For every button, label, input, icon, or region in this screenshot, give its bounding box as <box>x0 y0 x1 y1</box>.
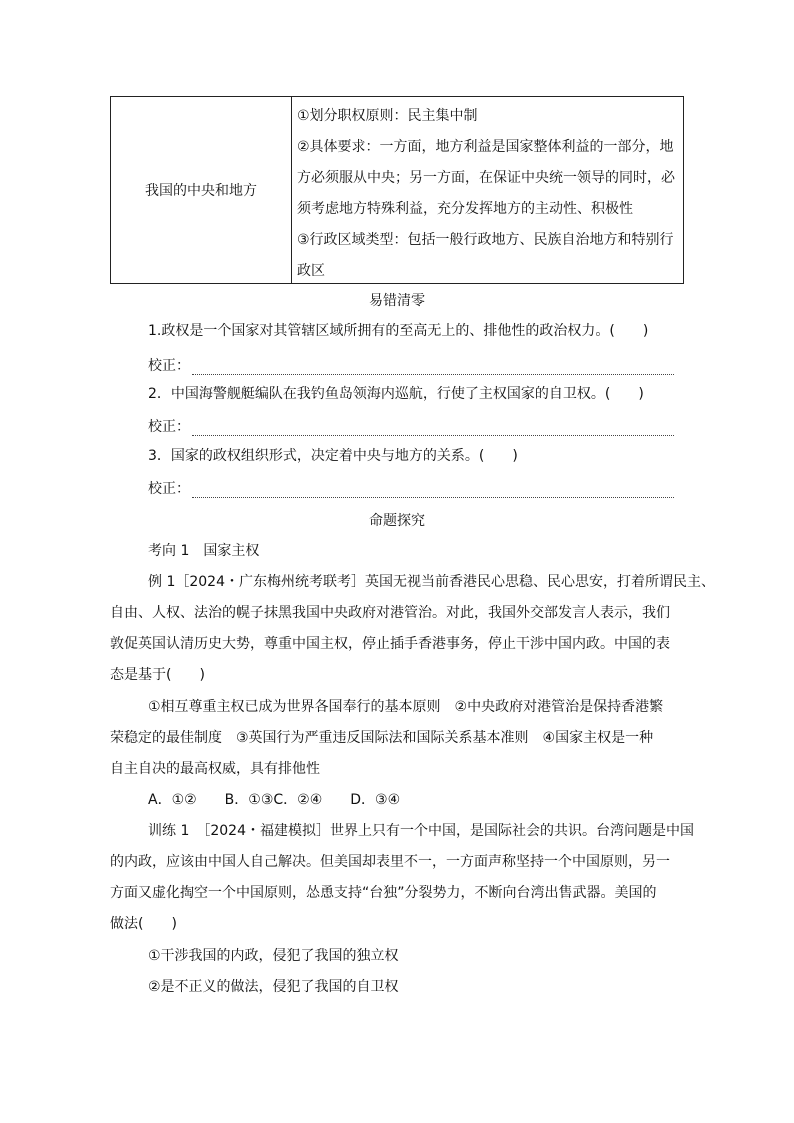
statement-line: 荣稳定的最佳制度 ③英国行为严重违反国际法和国际关系基本准则 ④国家主权是一种 <box>110 730 654 746</box>
correction-row-3 <box>148 478 674 498</box>
error-item-1: 1.政权是一个国家对其管辖区域所拥有的至高无上的、排他性的政治权力。( ) <box>148 323 649 339</box>
training-line: 方面又虚化掏空一个中国原则，怂恿支持“台独”分裂势力，不断向台湾出售武器。美国的 <box>110 885 657 901</box>
error-item-2: 2．中国海警舰艇编队在我钓鱼岛领海内巡航，行使了主权国家的自卫权。( ) <box>148 386 644 402</box>
table-line: ③行政区域类型：包括一般行政地方、民族自治地方和特别行 <box>297 232 674 248</box>
table-left-cell <box>111 97 292 283</box>
example-line: 自由、人权、法治的幌子抹黑我国中央政府对港管治。对此，我国外交部发言人表示，我们 <box>110 605 670 621</box>
example-line: 敦促英国认清历史大势，尊重中国主权，停止插手香港事务，停止干涉中国内政。中国的表 <box>110 636 670 652</box>
training-statement: ②是不正义的做法，侵犯了我国的自卫权 <box>148 979 399 995</box>
knowledge-table <box>110 96 684 284</box>
example-line: 态是基于( ) <box>110 667 205 683</box>
training-line: 的内政，应该由中国人自己解决。但美国却表里不一，一方面声称坚持一个中国原则，另一 <box>110 854 670 870</box>
correction-row-2 <box>148 416 674 436</box>
correction-blank[interactable] <box>192 423 674 436</box>
example-line: 例 1［2024・广东梅州统考联考］英国无视当前香港民心思稳、民心思安，打着所谓民主、 <box>148 574 715 590</box>
answer-options: A．①② B．①③C．②④ D．③④ <box>148 792 401 808</box>
correction-label: 校正： <box>148 358 190 374</box>
correction-blank[interactable] <box>192 362 674 375</box>
correction-label: 校正： <box>148 419 190 435</box>
table-line: ②具体要求：一方面，地方利益是国家整体利益的一部分，地 <box>297 139 674 155</box>
training-statement: ①干涉我国的内政，侵犯了我国的独立权 <box>148 948 399 964</box>
table-line: 政区 <box>297 263 325 279</box>
kaoxiang-heading: 考向 1 国家主权 <box>148 543 260 559</box>
statement-line: 自主自决的最高权威，具有排他性 <box>110 761 320 777</box>
statement-line: ①相互尊重主权已成为世界各国奉行的基本原则 ②中央政府对港管治是保持香港繁 <box>148 699 664 715</box>
section-title-explore: 命题探究 <box>369 513 425 529</box>
table-line: ①划分职权原则：民主集中制 <box>297 108 478 124</box>
table-right-cell <box>297 97 679 287</box>
training-line: 做法( ) <box>110 916 177 932</box>
table-left-label: 我国的中央和地方 <box>145 183 257 199</box>
correction-blank[interactable] <box>192 485 674 498</box>
training-line: 训练 1 ［2024・福建模拟］世界上只有一个中国，是国际社会的共识。台湾问题是中国 <box>148 823 694 839</box>
table-line: 须考虑地方特殊利益，充分发挥地方的主动性、积极性 <box>297 201 633 217</box>
section-title-errors: 易错清零 <box>369 293 425 309</box>
table-line: 方必须服从中央；另一方面，在保证中央统一领导的同时，必 <box>297 170 675 186</box>
error-item-3: 3．国家的政权组织形式，决定着中央与地方的关系。( ) <box>148 448 518 464</box>
correction-row-1 <box>148 355 674 375</box>
correction-label: 校正： <box>148 481 190 497</box>
